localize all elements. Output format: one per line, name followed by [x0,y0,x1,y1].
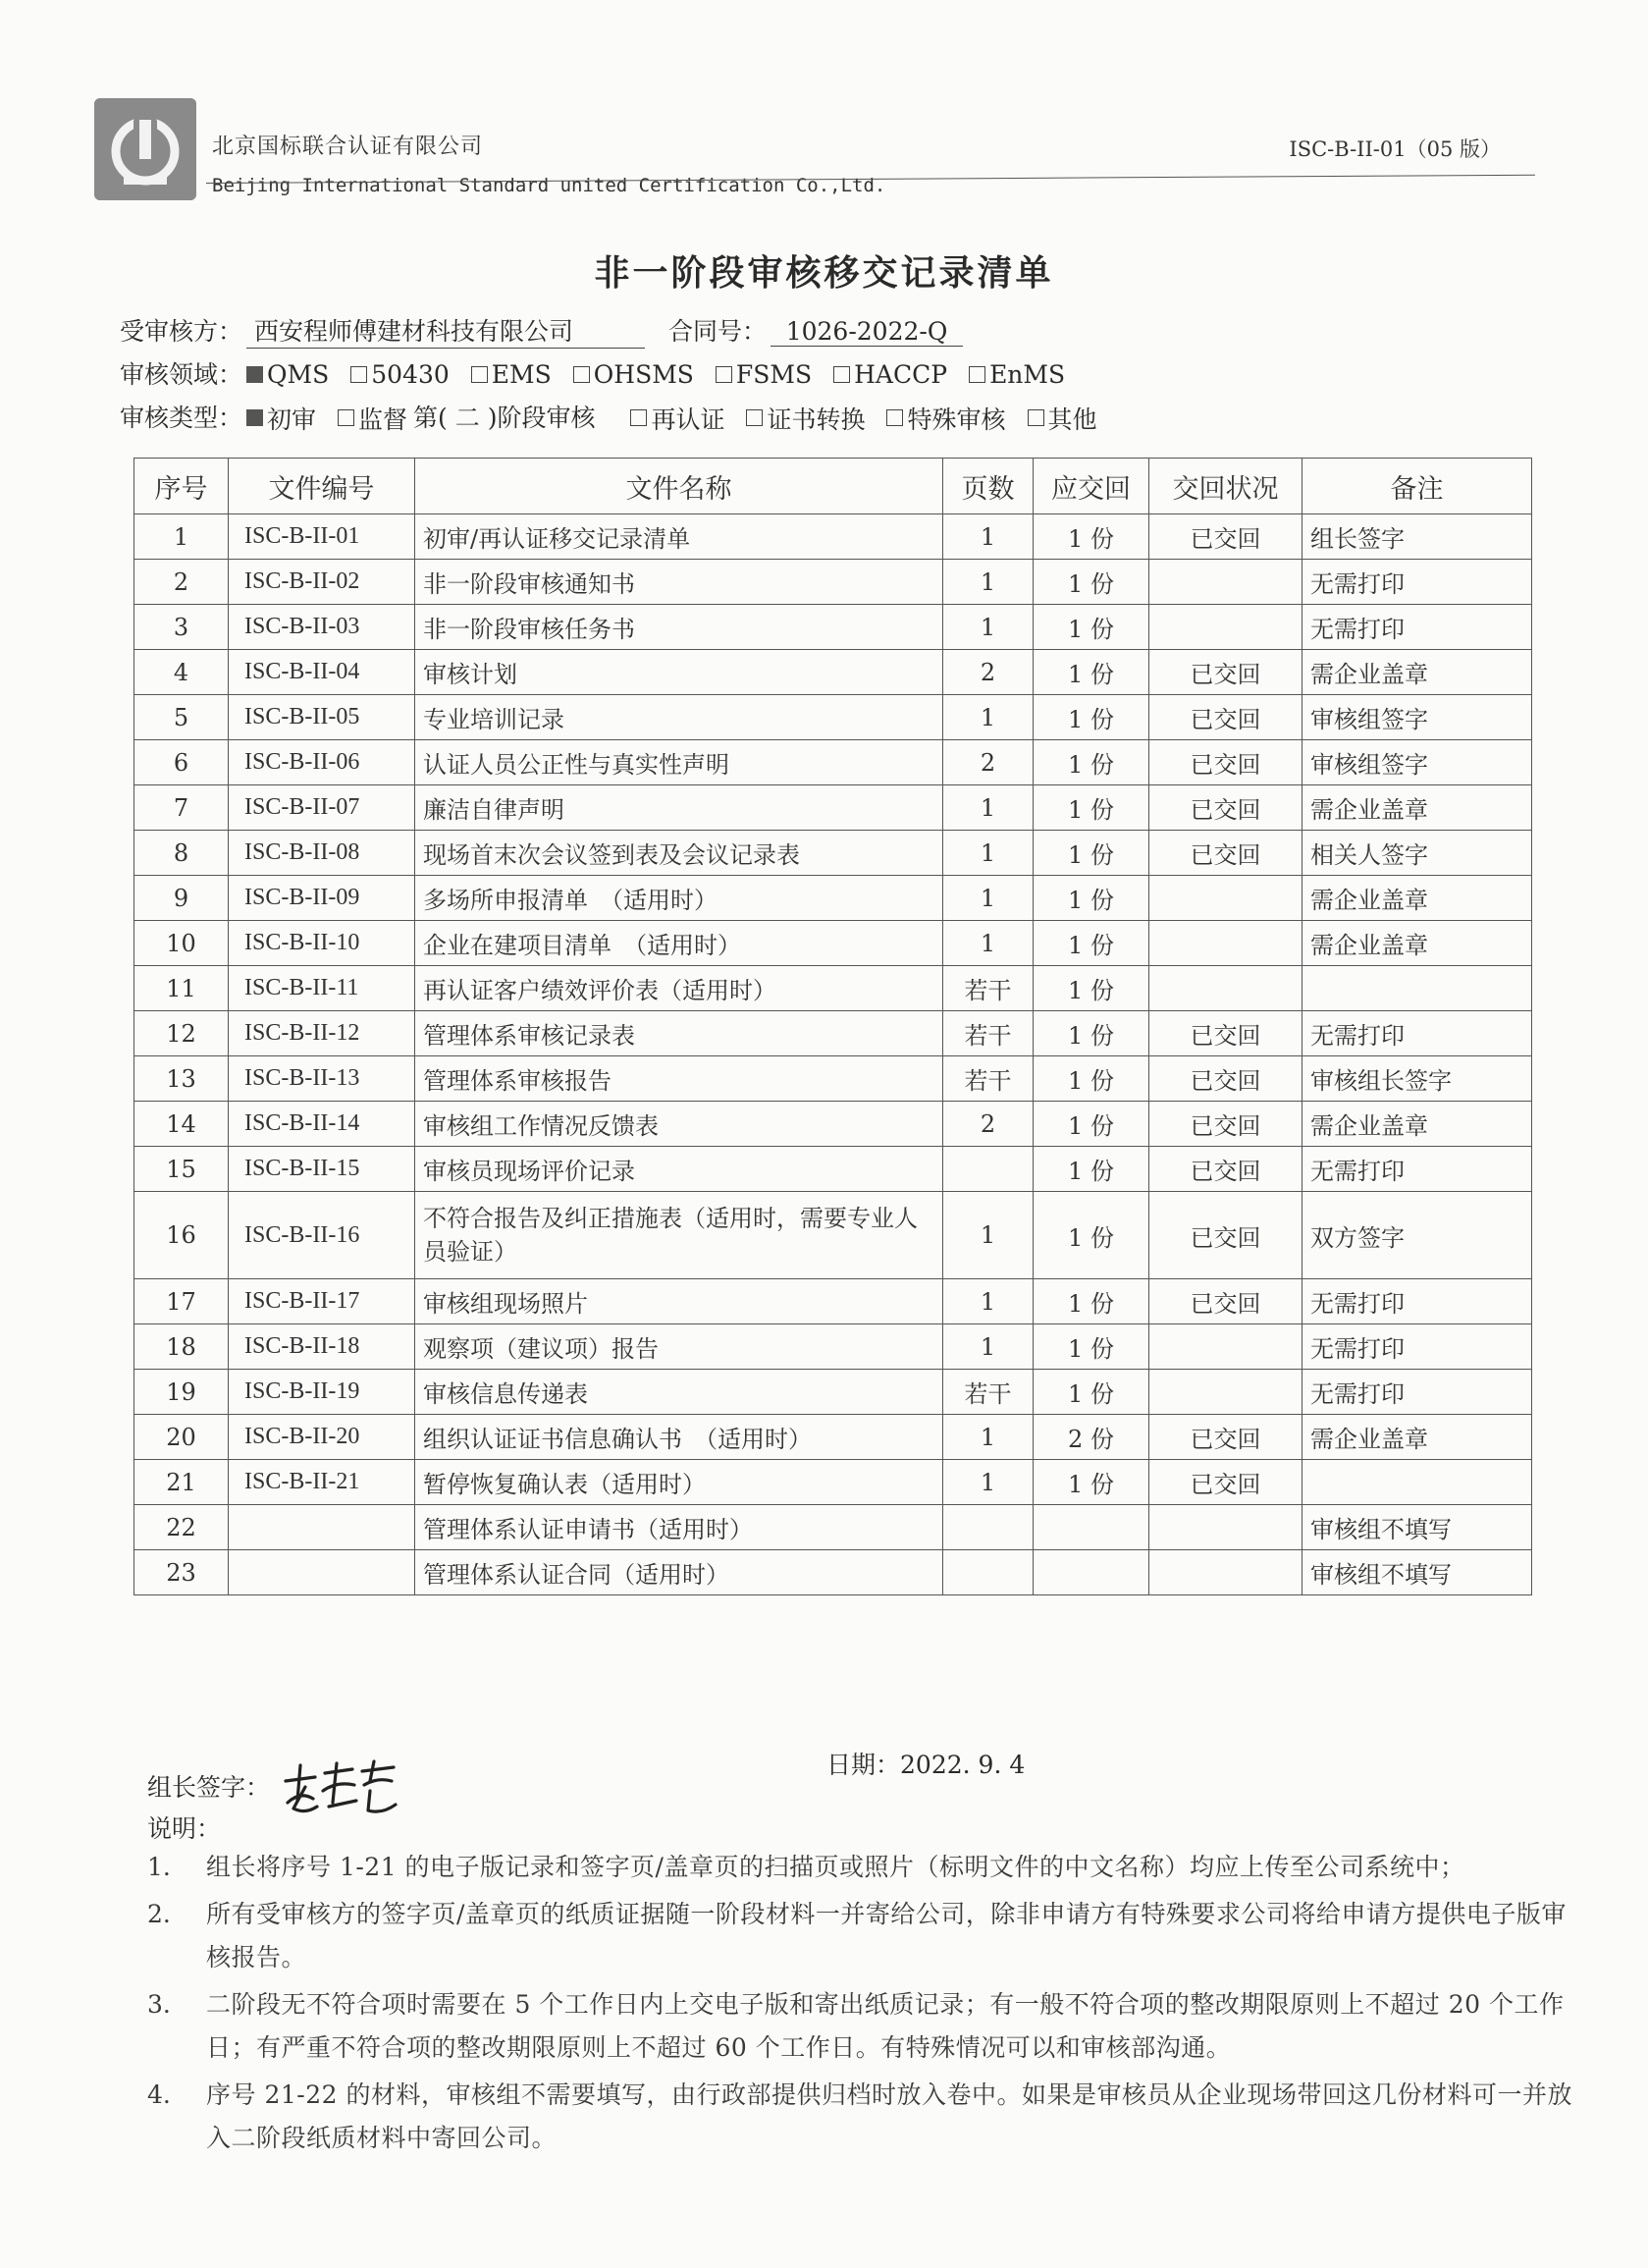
checkbox-empty-icon [630,409,647,426]
checkbox-empty-icon [833,366,850,383]
note-text: 组长将序号 1-21 的电子版记录和签字页/盖章页的扫描页或照片（标明文件的中文名称）均应上传至公司系统中； [206,1853,1465,1881]
note-text: 二阶段无不符合项时需要在 5 个工作日内上交电子版和寄出纸质记录；有一般不符合项的整改期限原则上不超过 20 个工作日；有严重不符合项的整改期限原则上不超过 60 个工作日。有特殊情况可以和审核部沟通。 [206,1990,1565,2062]
company-name-cn: 北京国标联合认证有限公司 [212,135,484,159]
cell-due: 1 份 [1034,831,1149,876]
cell-file-name: 审核组现场照片 [415,1279,943,1324]
table-header-col-seq: 序号 [134,459,229,514]
cell-return-status [1149,1324,1302,1370]
cell-remarks: 需企业盖章 [1302,650,1532,695]
table-row [134,1279,1532,1324]
checkbox-empty-icon [573,366,590,383]
cell-due: 1 份 [1034,1192,1149,1279]
table-row [134,1056,1532,1102]
audit-domain-line [120,355,1087,391]
cell-file-code: ISC-B-II-06 [229,740,415,785]
audit-domain-label: 审核领域： [120,360,243,389]
cell-return-status [1149,1370,1302,1415]
cell-remarks: 需企业盖章 [1302,785,1532,831]
cell-return-status: 已交回 [1149,1011,1302,1056]
cell-return-status [1149,921,1302,966]
note-number: 1. [147,1853,171,1881]
date-field [826,1746,1025,1781]
cell-due: 1 份 [1034,1460,1149,1505]
cell-pages: 2 [943,740,1034,785]
audit-type-other-options [630,401,1118,436]
cell-return-status: 已交回 [1149,1279,1302,1324]
cell-file-code: ISC-B-II-03 [229,605,415,650]
auditee-line [120,312,963,349]
audit-domain-option: FSMS [716,360,812,389]
cell-seq: 3 [134,605,229,650]
cell-seq: 14 [134,1102,229,1147]
cell-seq: 11 [134,966,229,1011]
table-row [134,876,1532,921]
cell-return-status: 已交回 [1149,650,1302,695]
notes-title: 说明： [147,1814,222,1843]
cell-pages: 1 [943,1192,1034,1279]
cell-pages: 1 [943,921,1034,966]
cell-pages: 1 [943,605,1034,650]
table-header-col-remarks: 备注 [1302,459,1532,514]
audit-type-line [120,399,1119,436]
cell-due: 1 份 [1034,650,1149,695]
cell-file-name: 管理体系审核报告 [415,1056,943,1102]
cell-file-code: ISC-B-II-07 [229,785,415,831]
cell-remarks: 需企业盖章 [1302,1415,1532,1460]
cell-seq: 6 [134,740,229,785]
cell-pages: 1 [943,514,1034,560]
cell-seq: 1 [134,514,229,560]
cell-remarks: 无需打印 [1302,1011,1532,1056]
cell-file-name: 审核计划 [415,650,943,695]
cell-pages: 1 [943,1415,1034,1460]
cell-file-code: ISC-B-II-19 [229,1370,415,1415]
cell-seq: 8 [134,831,229,876]
checkbox-empty-icon [886,409,903,426]
cell-remarks: 无需打印 [1302,605,1532,650]
checkbox-empty-icon [716,366,732,383]
cell-due: 1 份 [1034,1370,1149,1415]
handwritten-signature [276,1752,403,1820]
audit-type-option: 特殊审核 [886,401,1005,436]
cell-file-name: 审核员现场评价记录 [415,1147,943,1192]
audit-domain-option: QMS [246,360,329,389]
cell-file-name: 企业在建项目清单 （适用时） [415,921,943,966]
table-row [134,966,1532,1011]
note-number: 2. [147,1900,171,1928]
cell-due: 1 份 [1034,1147,1149,1192]
cell-due: 1 份 [1034,1324,1149,1370]
cell-due: 1 份 [1034,560,1149,605]
cell-file-name: 组织认证证书信息确认书 （适用时） [415,1415,943,1460]
table-row [134,1192,1532,1279]
cell-file-code: ISC-B-II-15 [229,1147,415,1192]
cell-return-status: 已交回 [1149,1192,1302,1279]
audit-domain-options [246,360,1087,389]
logo-mark-icon [94,98,196,200]
cell-seq: 18 [134,1324,229,1370]
cell-remarks: 无需打印 [1302,1147,1532,1192]
cell-remarks: 无需打印 [1302,1324,1532,1370]
cell-pages [943,1147,1034,1192]
cell-seq: 10 [134,921,229,966]
cell-remarks [1302,966,1532,1011]
note-item [147,1846,1580,1889]
cell-file-code: ISC-B-II-21 [229,1460,415,1505]
table-row [134,1415,1532,1460]
cell-file-code: ISC-B-II-01 [229,514,415,560]
cell-file-name: 管理体系审核记录表 [415,1011,943,1056]
cell-pages: 1 [943,695,1034,740]
table-header-col-due: 应交回 [1034,459,1149,514]
cell-remarks: 无需打印 [1302,1370,1532,1415]
cell-due [1034,1550,1149,1595]
cell-return-status: 已交回 [1149,1102,1302,1147]
cell-pages: 1 [943,1460,1034,1505]
cell-remarks: 审核组不填写 [1302,1550,1532,1595]
cell-due: 1 份 [1034,740,1149,785]
table-row [134,560,1532,605]
table-row [134,740,1532,785]
table-row [134,650,1532,695]
cell-pages: 若干 [943,1370,1034,1415]
cell-pages: 1 [943,1279,1034,1324]
table-header-col-file-code: 文件编号 [229,459,415,514]
cell-pages: 1 [943,785,1034,831]
cell-due: 1 份 [1034,695,1149,740]
table-row [134,1324,1532,1370]
cell-file-name: 审核组工作情况反馈表 [415,1102,943,1147]
cell-file-name: 观察项（建议项）报告 [415,1324,943,1370]
table-row [134,1370,1532,1415]
table-header-col-pages: 页数 [943,459,1034,514]
checkbox-empty-icon [969,366,985,383]
checkbox-checked-icon [246,366,263,383]
cell-remarks: 双方签字 [1302,1192,1532,1279]
cell-due: 1 份 [1034,1102,1149,1147]
cell-file-code: ISC-B-II-10 [229,921,415,966]
checkbox-empty-icon [471,366,488,383]
table-row [134,514,1532,560]
checkbox-empty-icon [338,409,354,426]
cell-file-code: ISC-B-II-05 [229,695,415,740]
cell-return-status: 已交回 [1149,514,1302,560]
table-row [134,1460,1532,1505]
checkbox-checked-icon [246,409,263,426]
cell-file-code: ISC-B-II-11 [229,966,415,1011]
cell-seq: 7 [134,785,229,831]
cell-pages: 2 [943,650,1034,695]
table-header-row [134,459,1532,514]
company-logo [94,98,196,200]
cell-remarks [1302,1460,1532,1505]
audit-domain-option: OHSMS [573,360,694,389]
audit-domain-option: HACCP [833,360,947,389]
document-code: ISC-B-II-01（05 版） [1289,137,1501,161]
note-text: 所有受审核方的签字页/盖章页的纸质证据随一阶段材料一并寄给公司，除非申请方有特殊要求公司将给申请方提供电子版审核报告。 [206,1900,1567,1971]
cell-file-name: 初审/再认证移交记录清单 [415,514,943,560]
cell-due: 1 份 [1034,921,1149,966]
contract-value: 1026-2022-Q [771,317,963,347]
checkbox-empty-icon [746,409,763,426]
company-name-en: Beijing International Standard united Certification Co.,Ltd. [212,175,886,196]
cell-file-name: 审核信息传递表 [415,1370,943,1415]
cell-file-name: 不符合报告及纠正措施表（适用时，需要专业人员验证） [415,1192,943,1279]
checkbox-empty-icon [1028,409,1044,426]
cell-remarks: 无需打印 [1302,1279,1532,1324]
cell-return-status: 已交回 [1149,1415,1302,1460]
table-row [134,785,1532,831]
cell-file-code: ISC-B-II-12 [229,1011,415,1056]
cell-pages: 1 [943,560,1034,605]
cell-remarks: 相关人签字 [1302,831,1532,876]
cell-return-status [1149,966,1302,1011]
table-row [134,831,1532,876]
cell-return-status: 已交回 [1149,785,1302,831]
cell-due: 1 份 [1034,966,1149,1011]
cell-file-code: ISC-B-II-04 [229,650,415,695]
cell-pages: 若干 [943,1011,1034,1056]
cell-seq: 16 [134,1192,229,1279]
table-header-col-return-status: 交回状况 [1149,459,1302,514]
cell-return-status: 已交回 [1149,831,1302,876]
cell-return-status [1149,605,1302,650]
notes-list [147,1846,1580,2164]
cell-remarks: 需企业盖章 [1302,1102,1532,1147]
table-row [134,1550,1532,1595]
audit-domain-option: 50430 [350,360,450,389]
checkbox-empty-icon [350,366,367,383]
cell-seq: 23 [134,1550,229,1595]
note-text: 序号 21-22 的材料，审核组不需要填写，由行政部提供归档时放入卷中。如果是审核员从企业现场带回这几份材料可一并放入二阶段纸质材料中寄回公司。 [206,2080,1572,2152]
cell-file-code: ISC-B-II-14 [229,1102,415,1147]
table-body [134,514,1532,1595]
date-value: 2022. 9. 4 [900,1751,1026,1779]
cell-due: 1 份 [1034,1279,1149,1324]
cell-pages: 1 [943,1324,1034,1370]
date-label: 日期： [826,1751,901,1779]
cell-due: 1 份 [1034,605,1149,650]
cell-return-status: 已交回 [1149,740,1302,785]
cell-file-name: 暂停恢复确认表（适用时） [415,1460,943,1505]
table-row [134,1011,1532,1056]
audit-type-label: 审核类型： [120,404,243,432]
document-title: 非一阶段审核移交记录清单 [594,252,1054,294]
cell-file-code: ISC-B-II-17 [229,1279,415,1324]
cell-file-code: ISC-B-II-16 [229,1192,415,1279]
cell-file-name: 认证人员公正性与真实性声明 [415,740,943,785]
cell-return-status: 已交回 [1149,1460,1302,1505]
table-row [134,605,1532,650]
audit-stage-text: 第( 二 )阶段审核 [413,404,596,432]
cell-due: 2 份 [1034,1415,1149,1460]
cell-remarks: 需企业盖章 [1302,876,1532,921]
table-row [134,1505,1532,1550]
contract-label: 合同号： [668,317,768,346]
cell-seq: 9 [134,876,229,921]
audit-type-initial: 初审 [246,401,316,436]
table-header-col-file-name: 文件名称 [415,459,943,514]
auditee-value: 西安程师傅建材科技有限公司 [246,312,645,349]
cell-remarks: 组长签字 [1302,514,1532,560]
cell-pages: 1 [943,831,1034,876]
cell-return-status: 已交回 [1149,695,1302,740]
cell-return-status [1149,876,1302,921]
cell-seq: 17 [134,1279,229,1324]
cell-file-name: 现场首末次会议签到表及会议记录表 [415,831,943,876]
cell-due: 1 份 [1034,1011,1149,1056]
transfer-record-table [133,458,1532,1595]
cell-file-name: 非一阶段审核任务书 [415,605,943,650]
cell-seq: 15 [134,1147,229,1192]
cell-file-code [229,1550,415,1595]
cell-pages [943,1505,1034,1550]
audit-domain-option: EMS [471,360,552,389]
table-row [134,1147,1532,1192]
cell-remarks: 审核组签字 [1302,695,1532,740]
cell-pages: 1 [943,876,1034,921]
cell-return-status: 已交回 [1149,1147,1302,1192]
cell-file-name: 非一阶段审核通知书 [415,560,943,605]
cell-file-code: ISC-B-II-08 [229,831,415,876]
cell-pages: 若干 [943,966,1034,1011]
cell-file-name: 再认证客户绩效评价表（适用时） [415,966,943,1011]
cell-seq: 2 [134,560,229,605]
cell-seq: 4 [134,650,229,695]
cell-seq: 13 [134,1056,229,1102]
cell-remarks: 审核组长签字 [1302,1056,1532,1102]
cell-due: 1 份 [1034,785,1149,831]
cell-file-code: ISC-B-II-18 [229,1324,415,1370]
audit-type-option: 证书转换 [746,401,865,436]
audit-domain-option: EnMS [969,360,1065,389]
audit-type-surveillance: 监督 [338,401,407,436]
cell-return-status: 已交回 [1149,1056,1302,1102]
audit-type-option: 其他 [1028,401,1097,436]
table-row [134,1102,1532,1147]
cell-pages: 2 [943,1102,1034,1147]
cell-file-code: ISC-B-II-09 [229,876,415,921]
cell-file-name: 管理体系认证合同（适用时） [415,1550,943,1595]
cell-seq: 12 [134,1011,229,1056]
cell-due: 1 份 [1034,876,1149,921]
note-item [147,1893,1580,1979]
cell-pages: 若干 [943,1056,1034,1102]
note-item [147,2074,1580,2160]
cell-due [1034,1505,1149,1550]
note-number: 3. [147,1990,171,2019]
cell-file-name: 管理体系认证申请书（适用时） [415,1505,943,1550]
audit-type-option: 再认证 [630,401,724,436]
table-row [134,695,1532,740]
cell-pages [943,1550,1034,1595]
cell-file-name: 专业培训记录 [415,695,943,740]
cell-remarks: 审核组签字 [1302,740,1532,785]
cell-seq: 21 [134,1460,229,1505]
leader-sign-label: 组长签字： [147,1773,271,1802]
table-row [134,921,1532,966]
cell-remarks: 无需打印 [1302,560,1532,605]
cell-file-name: 廉洁自律声明 [415,785,943,831]
note-number: 4. [147,2080,171,2109]
cell-seq: 5 [134,695,229,740]
cell-due: 1 份 [1034,514,1149,560]
cell-return-status [1149,560,1302,605]
cell-remarks: 审核组不填写 [1302,1505,1532,1550]
cell-due: 1 份 [1034,1056,1149,1102]
cell-remarks: 需企业盖章 [1302,921,1532,966]
cell-file-code: ISC-B-II-13 [229,1056,415,1102]
cell-seq: 22 [134,1505,229,1550]
note-item [147,1983,1580,2070]
cell-return-status [1149,1505,1302,1550]
cell-file-code: ISC-B-II-02 [229,560,415,605]
auditee-label: 受审核方： [120,317,243,346]
cell-file-name: 多场所申报清单 （适用时） [415,876,943,921]
cell-return-status [1149,1550,1302,1595]
cell-file-code [229,1505,415,1550]
cell-file-code: ISC-B-II-20 [229,1415,415,1460]
cell-seq: 19 [134,1370,229,1415]
cell-seq: 20 [134,1415,229,1460]
